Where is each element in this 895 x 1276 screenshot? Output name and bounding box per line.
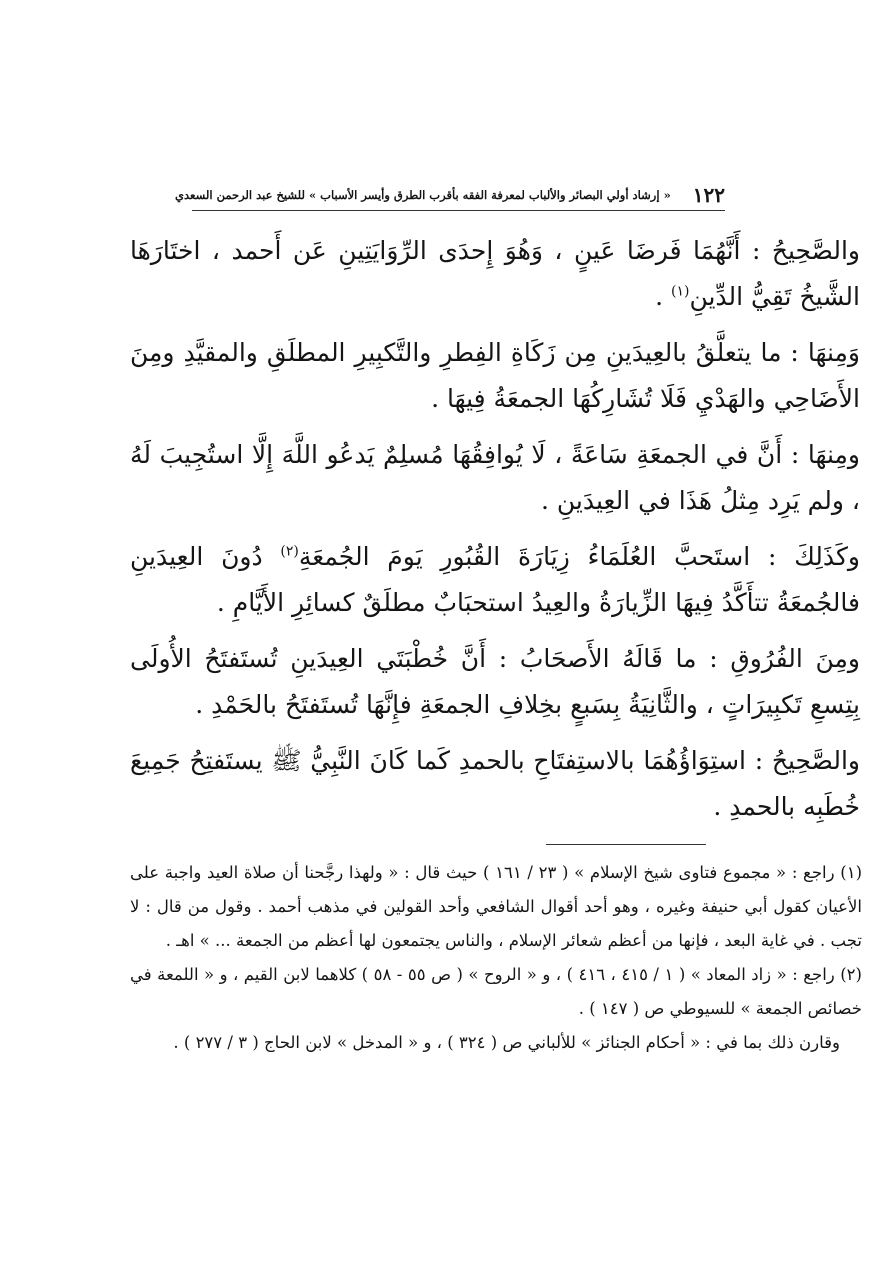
paragraph: ومِنهَا : أَنَّ في الجمعَةِ سَاعَةً ، لَا يُوافِقُهَا مُسلِمٌ يَدعُو اللَّهَ إِلَّا استُجِيبَ لَهُ ، ولم يَرِد مِثلُ هَذَا في العِيدَينِ . [130,440,860,515]
footnote-ref[interactable]: (١) [670,283,690,300]
footnote-2-continuation: وقارن ذلك بما في : « أحكام الجنائز » للألباني ص ( ٣٢٤ ) ، و « المدخل » لابن الحاج ( ٣ / ٢٧٧ ) . [173,1033,840,1052]
paragraph: ومِنَ الفُرُوقِ : ما قَالَهُ الأَصحَابُ : أَنَّ خُطْبَتَي العِيدَينِ تُستَفتَحُ الأُولَى بِتِسعِ تَكبِيرَاتٍ ، والثَّانِيَةُ بِسَبعٍ بخِلافِ الجمعَةِ فإِنَّهَا تُستَفتَحُ بالحَمْدِ . [130,644,860,719]
running-title: « إرشاد أولي البصائر والألباب لمعرفة الفقه بأقرب الطرق وأيسر الأسباب » للشيخ عبد الرحمن السعدي [175,188,671,202]
footnote-divider [546,844,706,845]
main-text [130,228,860,840]
footnote-1: (١) راجع : « مجموع فتاوى شيخ الإسلام » ( ٢٣ / ١٦١ ) حيث قال : « ولهذا رجَّحنا أن صلاة العيد واجبة على الأعيان كقول أبي حنيفة وغيره ، وهو أحد أقوال الشافعي وأحد القولين في مذهب أحمد . وقول من قال : لا تجب . في غاية البعد ، فإنها من أعظم شعائر الإسلام ، والناس يجتمعون لها أعظم من الجمعة ... » اهـ . [130,863,862,950]
paragraph: والصَّحِيحُ : استِوَاؤُهُمَا بالاستِفتَاحِ بالحمدِ كَما كَانَ النَّبِيُّ ﷺ يستَفتِحُ جَمِيعَ خُطَبِه بالحمدِ . [130,746,860,821]
page-number: ١٢٢ [692,183,725,207]
paragraph: والصَّحِيحُ : أَنَّهُمَا فَرضَا عَينٍ ، وَهُوَ إِحدَى الرِّوَايَتِينِ عَن أَحمد ، اختَارَهَا الشَّيخُ تَقِيُّ الدِّينِ$^{(١)}$ . [130,236,860,311]
page-header [175,180,725,211]
footnote-2: (٢) راجع : « زاد المعاد » ( ١ / ٤١٥ ، ٤١٦ ) ، و « الروح » ( ص ٥٥ - ٥٨ ) كلاهما لابن القيم ، و « اللمعة في خصائص الجمعة » للسيوطي ص ( ١٤٧ ) . [130,965,862,1018]
footnotes [130,856,862,1060]
paragraph: وَمِنهَا : ما يتعلَّقُ بالعِيدَينِ مِن زَكَاةِ الفِطرِ والتَّكبِيرِ المطلَقِ والمقيَّدِ ومِنَ الأَضَاحِي والهَدْيِ فَلَا تُشَارِكُهَا الجمعَةُ فِيهَا . [130,338,860,413]
paragraph: وكَذَلِكَ : استَحبَّ العُلَمَاءُ زِيَارَةَ القُبُورِ يَومَ الجُمعَةِ$^{(٢)}$ دُونَ العِيدَينِ فالجُمعَةُ تتأَكَّدُ فِيهَا الزِّيارَةُ والعِيدُ استحبَابٌ مطلَقٌ كسائِرِ الأَيَّامِ . [130,542,860,617]
footnote-ref[interactable]: (٢) [280,543,299,560]
